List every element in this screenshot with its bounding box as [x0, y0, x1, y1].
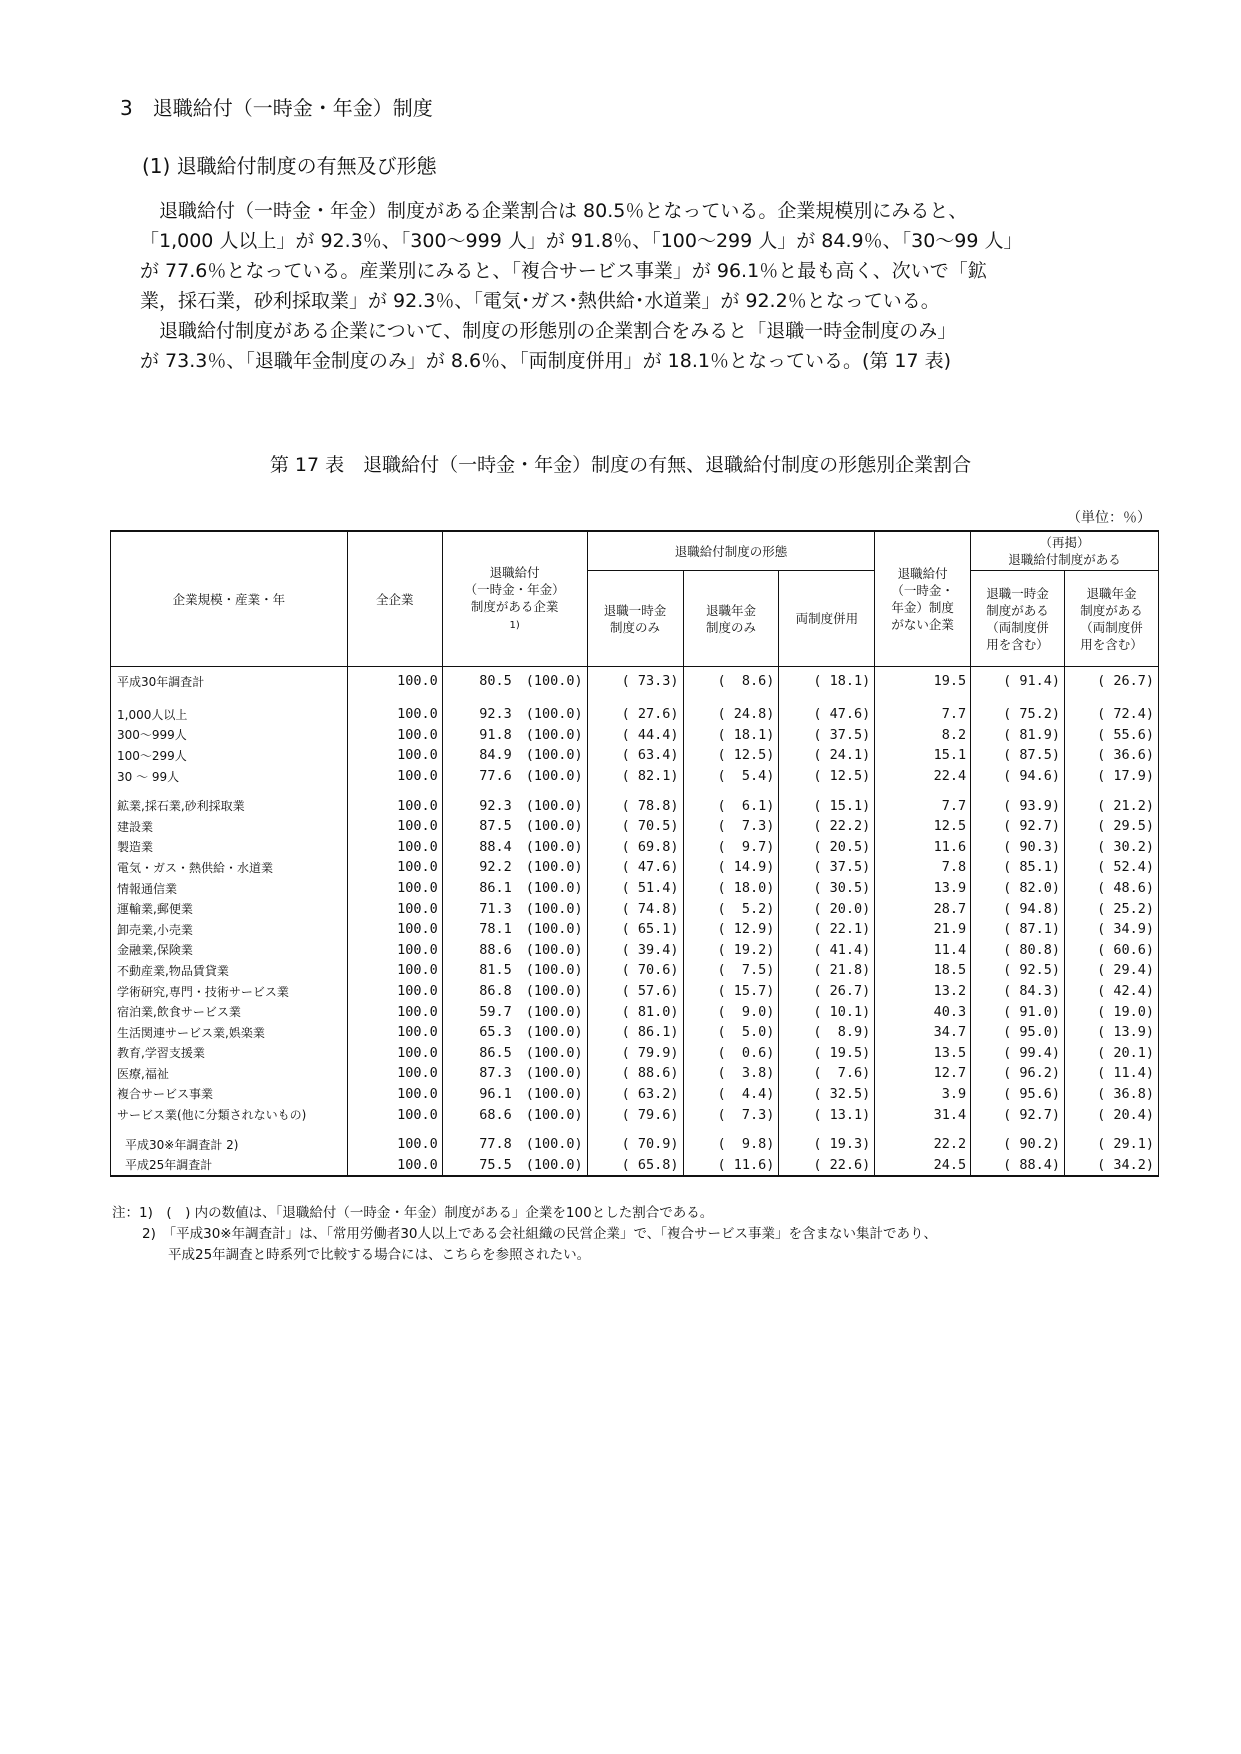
- recap-pension-value: ( 52.4): [1065, 857, 1159, 878]
- row-label: 運輸業,郵便業: [111, 898, 348, 919]
- both-value: ( 15.1): [779, 795, 875, 816]
- no-system-value: 21.9: [875, 919, 971, 940]
- has-system-value: 96.1 (100.0): [442, 1084, 587, 1105]
- lump-only-value: ( 51.4): [587, 878, 683, 899]
- pension-only-value: ( 5.0): [683, 1022, 779, 1043]
- pension-only-value: ( 18.0): [683, 878, 779, 899]
- all-value: 100.0: [347, 1022, 442, 1043]
- table-title: 第 17 表 退職給付（一時金・年金）制度の有無、退職給付制度の形態別企業割合: [269, 454, 972, 476]
- row-label: 不動産業,物品賃貸業: [111, 960, 348, 981]
- header-row-label: 企業規模・産業・年: [111, 531, 348, 667]
- note-1: 注：1) ( ) 内の数値は、「退職給付（一時金・年金）制度がある」企業を100とした割合である。: [112, 1205, 714, 1221]
- lump-only-value: ( 70.9): [587, 1134, 683, 1155]
- pension-only-value: ( 4.4): [683, 1084, 779, 1105]
- table-row: [111, 940, 1159, 961]
- no-system-value: 7.7: [875, 704, 971, 725]
- all-value: 100.0: [347, 960, 442, 981]
- recap-lump-value: ( 90.3): [971, 837, 1065, 858]
- recap-lump-value: ( 94.6): [971, 766, 1065, 787]
- all-value: 100.0: [347, 878, 442, 899]
- paragraph-line: が 73.3％、「退職年金制度のみ」が 8.6％、「両制度併用」が 18.1％となっている。(第 17 表): [140, 350, 952, 372]
- recap-pension-value: ( 13.9): [1065, 1022, 1159, 1043]
- row-label: 医療,福祉: [111, 1063, 348, 1084]
- has-system-value: 92.2 (100.0): [442, 857, 587, 878]
- lump-only-value: ( 27.6): [587, 704, 683, 725]
- lump-only-value: ( 79.6): [587, 1104, 683, 1125]
- both-value: ( 10.1): [779, 1001, 875, 1022]
- all-value: 100.0: [347, 1063, 442, 1084]
- spacer-row: [111, 695, 1159, 704]
- header-form-group: 退職給付制度の形態: [587, 531, 875, 571]
- table-row: [111, 878, 1159, 899]
- both-value: ( 22.2): [779, 816, 875, 837]
- has-system-value: 75.5 (100.0): [442, 1154, 587, 1176]
- table-row: [111, 898, 1159, 919]
- table-row: [111, 766, 1159, 787]
- both-value: ( 18.1): [779, 667, 875, 696]
- paragraph-1: [140, 196, 1120, 316]
- lump-only-value: ( 86.1): [587, 1022, 683, 1043]
- pension-only-value: ( 14.9): [683, 857, 779, 878]
- pension-only-value: ( 19.2): [683, 940, 779, 961]
- table-row: [111, 857, 1159, 878]
- all-value: 100.0: [347, 667, 442, 696]
- recap-pension-value: ( 48.6): [1065, 878, 1159, 899]
- has-system-value: 87.5 (100.0): [442, 816, 587, 837]
- row-label: 平成30年調査計: [111, 667, 348, 696]
- table-row: [111, 1001, 1159, 1022]
- pension-only-value: ( 0.6): [683, 1043, 779, 1064]
- both-value: ( 37.5): [779, 857, 875, 878]
- no-system-value: 3.9: [875, 1084, 971, 1105]
- sub-title: (1) 退職給付制度の有無及び形態: [142, 154, 437, 178]
- table-row: [111, 667, 1159, 696]
- no-system-value: 7.7: [875, 795, 971, 816]
- row-label: 学術研究,専門・技術サービス業: [111, 981, 348, 1002]
- has-system-value: 84.9 (100.0): [442, 745, 587, 766]
- both-value: ( 19.5): [779, 1043, 875, 1064]
- pension-only-value: ( 6.1): [683, 795, 779, 816]
- both-value: ( 26.7): [779, 981, 875, 1002]
- recap-lump-value: ( 87.1): [971, 919, 1065, 940]
- recap-pension-value: ( 26.7): [1065, 667, 1159, 696]
- all-value: 100.0: [347, 745, 442, 766]
- no-system-value: 34.7: [875, 1022, 971, 1043]
- recap-lump-value: ( 90.2): [971, 1134, 1065, 1155]
- all-value: 100.0: [347, 766, 442, 787]
- all-value: 100.0: [347, 795, 442, 816]
- row-label: 30 ～ 99人: [111, 766, 348, 787]
- row-label: 建設業: [111, 816, 348, 837]
- has-system-value: 88.6 (100.0): [442, 940, 587, 961]
- both-value: ( 22.6): [779, 1154, 875, 1176]
- both-value: ( 21.8): [779, 960, 875, 981]
- header-both: 両制度併用: [779, 571, 875, 667]
- table-row: [111, 1022, 1159, 1043]
- recap-lump-value: ( 91.0): [971, 1001, 1065, 1022]
- recap-lump-value: ( 95.6): [971, 1084, 1065, 1105]
- has-system-value: 78.1 (100.0): [442, 919, 587, 940]
- both-value: ( 22.1): [779, 919, 875, 940]
- table-row: [111, 704, 1159, 725]
- lump-only-value: ( 47.6): [587, 857, 683, 878]
- paragraph-line: 「1,000 人以上」が 92.3％、「300～999 人」が 91.8％、「100～299 人」が 84.9％、「30～99 人」: [140, 230, 1023, 252]
- lump-only-value: ( 44.4): [587, 725, 683, 746]
- has-system-value: 86.8 (100.0): [442, 981, 587, 1002]
- has-system-value: 68.6 (100.0): [442, 1104, 587, 1125]
- recap-lump-value: ( 92.7): [971, 816, 1065, 837]
- lump-only-value: ( 65.8): [587, 1154, 683, 1176]
- paragraph-line: 退職給付制度がある企業について、制度の形態別の企業割合をみると「退職一時金制度のみ」: [140, 320, 957, 342]
- row-label: 複合サービス事業: [111, 1084, 348, 1105]
- lump-only-value: ( 78.8): [587, 795, 683, 816]
- recap-lump-value: ( 95.0): [971, 1022, 1065, 1043]
- row-label: 製造業: [111, 837, 348, 858]
- all-value: 100.0: [347, 1084, 442, 1105]
- row-label: 1,000人以上: [111, 704, 348, 725]
- row-label: 100～299人: [111, 745, 348, 766]
- no-system-value: 12.7: [875, 1063, 971, 1084]
- both-value: ( 19.3): [779, 1134, 875, 1155]
- recap-pension-value: ( 11.4): [1065, 1063, 1159, 1084]
- header-pension-only: 退職年金 制度のみ: [683, 571, 779, 667]
- all-value: 100.0: [347, 1001, 442, 1022]
- all-value: 100.0: [347, 725, 442, 746]
- recap-lump-value: ( 81.9): [971, 725, 1065, 746]
- recap-pension-value: ( 42.4): [1065, 981, 1159, 1002]
- no-system-value: 13.5: [875, 1043, 971, 1064]
- header-recap-pension: 退職年金 制度がある （両制度併 用を含む）: [1065, 571, 1159, 667]
- header-lump-only: 退職一時金 制度のみ: [587, 571, 683, 667]
- header-recap-lump: 退職一時金 制度がある （両制度併 用を含む）: [971, 571, 1065, 667]
- has-system-value: 87.3 (100.0): [442, 1063, 587, 1084]
- has-system-value: 77.8 (100.0): [442, 1134, 587, 1155]
- recap-pension-value: ( 60.6): [1065, 940, 1159, 961]
- lump-only-value: ( 65.1): [587, 919, 683, 940]
- all-value: 100.0: [347, 704, 442, 725]
- header-no-system: 退職給付 （一時金・ 年金）制度 がない企業: [875, 531, 971, 667]
- table-row: [111, 795, 1159, 816]
- recap-pension-value: ( 20.1): [1065, 1043, 1159, 1064]
- no-system-value: 24.5: [875, 1154, 971, 1176]
- pension-only-value: ( 3.8): [683, 1063, 779, 1084]
- all-value: 100.0: [347, 837, 442, 858]
- has-system-value: 71.3 (100.0): [442, 898, 587, 919]
- no-system-value: 28.7: [875, 898, 971, 919]
- all-value: 100.0: [347, 1134, 442, 1155]
- recap-lump-value: ( 96.2): [971, 1063, 1065, 1084]
- has-system-value: 91.8 (100.0): [442, 725, 587, 746]
- paragraph-line: 退職給付（一時金・年金）制度がある企業割合は 80.5％となっている。企業規模別にみると、: [140, 200, 968, 222]
- retirement-benefit-table: [110, 530, 1159, 1177]
- recap-pension-value: ( 30.2): [1065, 837, 1159, 858]
- paragraph-2: [140, 316, 1120, 376]
- row-label: 生活関連サービス業,娯楽業: [111, 1022, 348, 1043]
- recap-pension-value: ( 34.9): [1065, 919, 1159, 940]
- recap-pension-value: ( 21.2): [1065, 795, 1159, 816]
- lump-only-value: ( 74.8): [587, 898, 683, 919]
- row-label: 卸売業,小売業: [111, 919, 348, 940]
- no-system-value: 40.3: [875, 1001, 971, 1022]
- recap-pension-value: ( 72.4): [1065, 704, 1159, 725]
- lump-only-value: ( 69.8): [587, 837, 683, 858]
- pension-only-value: ( 7.3): [683, 816, 779, 837]
- both-value: ( 37.5): [779, 725, 875, 746]
- table-row: [111, 1084, 1159, 1105]
- both-value: ( 20.5): [779, 837, 875, 858]
- recap-pension-value: ( 29.1): [1065, 1134, 1159, 1155]
- pension-only-value: ( 18.1): [683, 725, 779, 746]
- table-row: [111, 1134, 1159, 1155]
- pension-only-value: ( 9.8): [683, 1134, 779, 1155]
- no-system-value: 13.2: [875, 981, 971, 1002]
- recap-lump-value: ( 92.5): [971, 960, 1065, 981]
- recap-pension-value: ( 55.6): [1065, 725, 1159, 746]
- has-system-value: 88.4 (100.0): [442, 837, 587, 858]
- pension-only-value: ( 8.6): [683, 667, 779, 696]
- all-value: 100.0: [347, 1104, 442, 1125]
- spacer-row: [111, 1125, 1159, 1134]
- row-label: 電気・ガス・熱供給・水道業: [111, 857, 348, 878]
- has-system-value: 59.7 (100.0): [442, 1001, 587, 1022]
- recap-pension-value: ( 34.2): [1065, 1154, 1159, 1176]
- recap-lump-value: ( 80.8): [971, 940, 1065, 961]
- recap-lump-value: ( 92.7): [971, 1104, 1065, 1125]
- all-value: 100.0: [347, 1043, 442, 1064]
- row-label: 平成30※年調査計 2): [111, 1134, 348, 1155]
- recap-pension-value: ( 25.2): [1065, 898, 1159, 919]
- row-label: 宿泊業,飲食サービス業: [111, 1001, 348, 1022]
- recap-lump-value: ( 85.1): [971, 857, 1065, 878]
- table-row: [111, 1104, 1159, 1125]
- no-system-value: 12.5: [875, 816, 971, 837]
- lump-only-value: ( 82.1): [587, 766, 683, 787]
- recap-lump-value: ( 91.4): [971, 667, 1065, 696]
- both-value: ( 47.6): [779, 704, 875, 725]
- table-row: [111, 745, 1159, 766]
- spacer-row: [111, 786, 1159, 795]
- pension-only-value: ( 11.6): [683, 1154, 779, 1176]
- has-system-value: 65.3 (100.0): [442, 1022, 587, 1043]
- lump-only-value: ( 63.2): [587, 1084, 683, 1105]
- has-system-value: 86.5 (100.0): [442, 1043, 587, 1064]
- pension-only-value: ( 12.9): [683, 919, 779, 940]
- no-system-value: 18.5: [875, 960, 971, 981]
- recap-lump-value: ( 87.5): [971, 745, 1065, 766]
- both-value: ( 41.4): [779, 940, 875, 961]
- no-system-value: 31.4: [875, 1104, 971, 1125]
- both-value: ( 20.0): [779, 898, 875, 919]
- header-recap-group: （再掲） 退職給付制度がある: [971, 531, 1159, 571]
- pension-only-value: ( 9.7): [683, 837, 779, 858]
- recap-lump-value: ( 93.9): [971, 795, 1065, 816]
- note-2-continued: 平成25年調査と時系列で比較する場合には、こちらを参照されたい。: [168, 1247, 591, 1263]
- pension-only-value: ( 5.2): [683, 898, 779, 919]
- recap-lump-value: ( 88.4): [971, 1154, 1065, 1176]
- no-system-value: 11.6: [875, 837, 971, 858]
- table-body: [111, 667, 1159, 1177]
- has-system-value: 92.3 (100.0): [442, 795, 587, 816]
- has-system-value: 86.1 (100.0): [442, 878, 587, 899]
- no-system-value: 11.4: [875, 940, 971, 961]
- row-label: 鉱業,採石業,砂利採取業: [111, 795, 348, 816]
- recap-pension-value: ( 36.8): [1065, 1084, 1159, 1105]
- table-row: [111, 725, 1159, 746]
- lump-only-value: ( 63.4): [587, 745, 683, 766]
- no-system-value: 13.9: [875, 878, 971, 899]
- lump-only-value: ( 70.5): [587, 816, 683, 837]
- has-system-value: 77.6 (100.0): [442, 766, 587, 787]
- row-label: 情報通信業: [111, 878, 348, 899]
- pension-only-value: ( 9.0): [683, 1001, 779, 1022]
- all-value: 100.0: [347, 857, 442, 878]
- lump-only-value: ( 81.0): [587, 1001, 683, 1022]
- header-has-system: 退職給付 （一時金・年金） 制度がある企業 1): [442, 531, 587, 667]
- section-title: 3 退職給付（一時金・年金）制度: [120, 96, 433, 120]
- notes: [112, 1203, 1182, 1266]
- row-label: 金融業,保険業: [111, 940, 348, 961]
- lump-only-value: ( 57.6): [587, 981, 683, 1002]
- recap-pension-value: ( 19.0): [1065, 1001, 1159, 1022]
- table-row: [111, 1063, 1159, 1084]
- pension-only-value: ( 24.8): [683, 704, 779, 725]
- all-value: 100.0: [347, 981, 442, 1002]
- no-system-value: 22.4: [875, 766, 971, 787]
- recap-lump-value: ( 99.4): [971, 1043, 1065, 1064]
- row-label: 300～999人: [111, 725, 348, 746]
- recap-pension-value: ( 17.9): [1065, 766, 1159, 787]
- recap-pension-value: ( 29.5): [1065, 816, 1159, 837]
- has-system-value: 92.3 (100.0): [442, 704, 587, 725]
- row-label: 平成25年調査計: [111, 1154, 348, 1176]
- table-row: [111, 1154, 1159, 1176]
- all-value: 100.0: [347, 1154, 442, 1176]
- lump-only-value: ( 70.6): [587, 960, 683, 981]
- lump-only-value: ( 79.9): [587, 1043, 683, 1064]
- no-system-value: 15.1: [875, 745, 971, 766]
- both-value: ( 13.1): [779, 1104, 875, 1125]
- both-value: ( 32.5): [779, 1084, 875, 1105]
- both-value: ( 7.6): [779, 1063, 875, 1084]
- row-label: サービス業(他に分類されないもの): [111, 1104, 348, 1125]
- pension-only-value: ( 7.3): [683, 1104, 779, 1125]
- recap-lump-value: ( 94.8): [971, 898, 1065, 919]
- pension-only-value: ( 5.4): [683, 766, 779, 787]
- all-value: 100.0: [347, 898, 442, 919]
- both-value: ( 8.9): [779, 1022, 875, 1043]
- both-value: ( 12.5): [779, 766, 875, 787]
- note-2: 2) 「平成30※年調査計」は、「常用労働者30人以上である会社組織の民営企業」で、「複合サービス事業」を含まない集計であり、: [142, 1226, 938, 1242]
- table-row: [111, 1043, 1159, 1064]
- no-system-value: 7.8: [875, 857, 971, 878]
- table-row: [111, 981, 1159, 1002]
- pension-only-value: ( 7.5): [683, 960, 779, 981]
- lump-only-value: ( 39.4): [587, 940, 683, 961]
- recap-lump-value: ( 84.3): [971, 981, 1065, 1002]
- table-row: [111, 960, 1159, 981]
- recap-lump-value: ( 82.0): [971, 878, 1065, 899]
- all-value: 100.0: [347, 940, 442, 961]
- no-system-value: 22.2: [875, 1134, 971, 1155]
- lump-only-value: ( 73.3): [587, 667, 683, 696]
- lump-only-value: ( 88.6): [587, 1063, 683, 1084]
- pension-only-value: ( 12.5): [683, 745, 779, 766]
- unit-label: （単位：％）: [1067, 510, 1151, 526]
- table-row: [111, 919, 1159, 940]
- both-value: ( 24.1): [779, 745, 875, 766]
- recap-pension-value: ( 36.6): [1065, 745, 1159, 766]
- both-value: ( 30.5): [779, 878, 875, 899]
- all-value: 100.0: [347, 816, 442, 837]
- paragraph-line: 業，採石業，砂利採取業」が 92.3％、「電気･ガス･熱供給･水道業」が 92.2％となっている。: [140, 290, 940, 312]
- recap-lump-value: ( 75.2): [971, 704, 1065, 725]
- has-system-value: 81.5 (100.0): [442, 960, 587, 981]
- all-value: 100.0: [347, 919, 442, 940]
- recap-pension-value: ( 29.4): [1065, 960, 1159, 981]
- header-all: 全企業: [347, 531, 442, 667]
- no-system-value: 19.5: [875, 667, 971, 696]
- has-system-value: 80.5 (100.0): [442, 667, 587, 696]
- paragraph-line: が 77.6％となっている。産業別にみると、「複合サービス事業」が 96.1％と最も高く、次いで「鉱: [140, 260, 987, 282]
- table-row: [111, 816, 1159, 837]
- pension-only-value: ( 15.7): [683, 981, 779, 1002]
- recap-pension-value: ( 20.4): [1065, 1104, 1159, 1125]
- row-label: 教育,学習支援業: [111, 1043, 348, 1064]
- table-row: [111, 837, 1159, 858]
- no-system-value: 8.2: [875, 725, 971, 746]
